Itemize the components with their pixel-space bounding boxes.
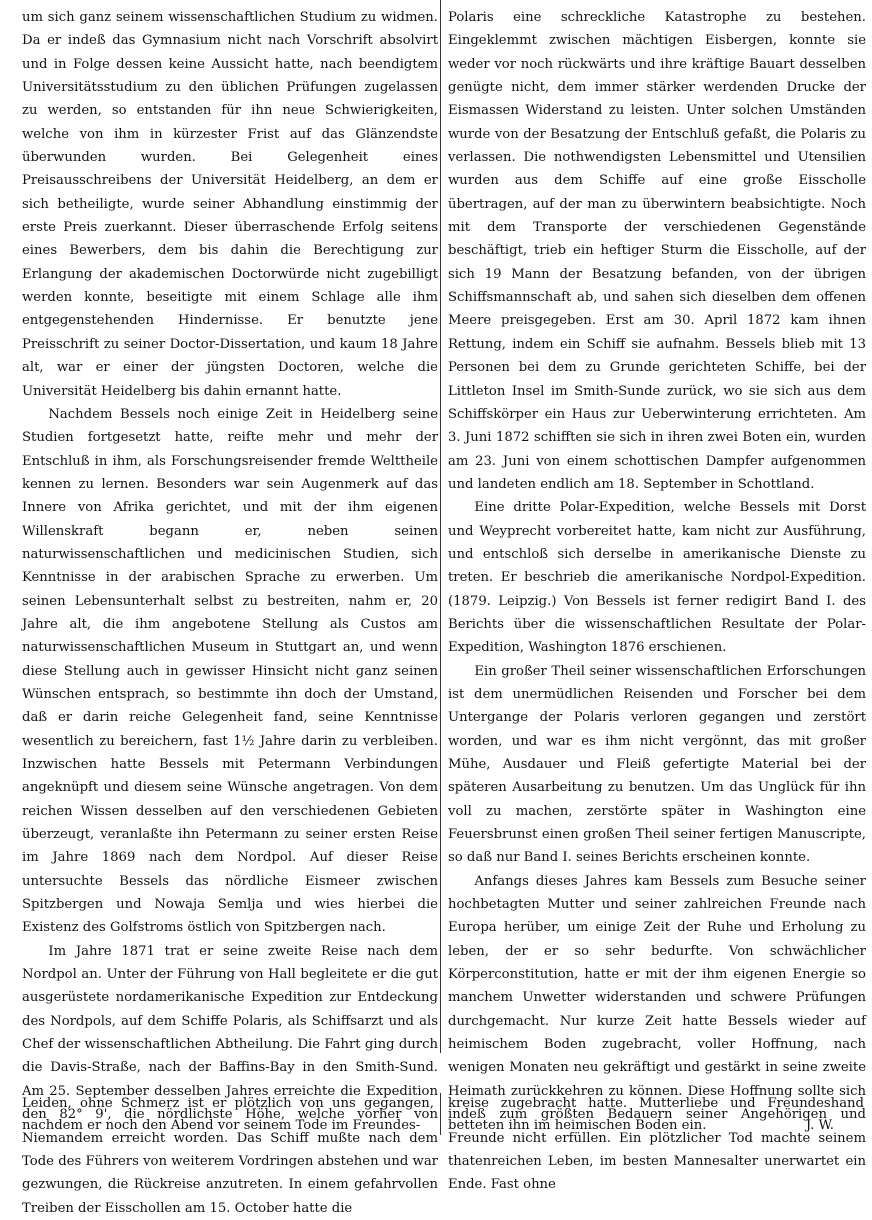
right-column: [448, 6, 866, 1197]
footer-left-text: Leiden, ohne Schmerz ist er plötzlich von uns gegangen, nachdem er noch den Abend vor seinem Tode im Freundes-: [22, 1096, 434, 1133]
left-column: [22, 6, 438, 1220]
paragraph: Nachdem Bessels noch einige Zeit in Heidelberg seine Studien fortgesetzt hatte, reifte mehr und mehr der Entschluß in ihm, als Forschungsreisender fremde Welttheile kennen zu lernen. Besonders war sein Augenmerk auf das Innere von Afrika gerichtet, und mit der ihm eigenen Willenskraft begann er, neben seinen naturwissenschaftlichen und medicinischen Studien, sich Kenntnisse in der arabischen Sprache zu erwerben. Um seinen Lebensunterhalt selbst zu bestreiten, nahm er, 20 Jahre alt, die ihm angebotene Stellung als Custos am naturwissenschaftlichen Museum in Stuttgart an, und wenn diese Stellung auch in gewisser Hinsicht nicht ganz seinen Wünschen entsprach, so bestimmte ihn doch der Umstand, daß er darin reiche Gelegenheit fand, seine Kenntnisse wesentlich zu bereichern, fast 1½ Jahre darin zu verbleiben. Inzwischen hatte Bessels mit Petermann Verbindungen angeknüpft und diesem seine Wünsche angetragen. Von dem reichen Wissen desselben auf den verschiedenen Gebieten überzeugt, veranlaßte ihn Petermann zu seiner ersten Reise im Jahre 1869 nach dem Nordpol. Auf dieser Reise untersuchte Bessels das nördliche Eismeer zwischen Spitzbergen und Nowaja Semlja und wies hierbei die Existenz des Golfstroms östlich von Spitzbergen nach.: [22, 406, 438, 936]
footer-right-block: [448, 1093, 864, 1137]
paragraph: Im Jahre 1871 trat er seine zweite Reise nach dem Nordpol an. Unter der Führung von Hall begleitete er die gut ausgerüstete nordamerikanische Expedition zur Entdeckung des Nordpols, auf dem Schiffe Polaris, als Schiffsarzt und als Chef der wissenschaftlichen Abtheilung. Die Fahrt ging durch die Davis-Straße, nach der Baffins-Bay in den Smith-Sund. Am 25. September desselben Jahres erreichte die Expedition den 82° 9', die nördlichste Höhe, welche vorher von Niemandem erreicht worden. Das Schiff mußte nach dem Tode des Führers von weiterem Vordringen abstehen und war gezwungen, die Rückreise anzutreten. In einem gefahrvollen Treiben der Eisschollen am 15. October hatte die: [22, 943, 438, 1216]
paragraph: Polaris eine schreckliche Katastrophe zu bestehen. Eingeklemmt zwischen mächtigen Eisbergen, konnte sie weder vor noch rückwärts und ihre kräftige Bauart desselben genügte nicht, dem immer stärker werdenden Drucke der Eismassen Widerstand zu leisten. Unter solchen Umständen wurde von der Besatzung der Entschluß gefaßt, die Polaris zu verlassen. Die nothwendigsten Lebensmittel und Utensilien wurden aus dem Schiffe auf eine große Eisscholle übertragen, auf der man zu überwintern beabsichtigte. Noch mit dem Transporte der verschiedenen Gegenstände beschäftigt, trieb ein heftiger Sturm die Eisscholle, auf der sich 19 Mann der Besatzung befanden, von der übrigen Schiffsmannschaft ab, und sahen sich dieselben dem offenen Meere preisgegeben. Erst am 30. April 1872 kam ihnen Rettung, indem ein Schiff sie aufnahm. Bessels blieb mit 13 Personen bei dem zu Grunde gerichteten Schiffe, bei der Littleton Insel im Smith-Sunde zurück, wo sie sich aus dem Schiffskörper ein Haus zur Ueberwinterung errichteten. Am 3. Juni 1872 schifften sie sich in ihren zwei Boten ein, wurden am 23. Juni von einem schottischen Dampfer aufgenommen und landeten endlich am 18. September in Schottland.: [448, 10, 866, 492]
footer-right-text: kreise zugebracht hatte. Mutterliebe und Freundeshand betteten ihn im heimischen Boden ein.: [448, 1096, 864, 1133]
footer-column-divider: [440, 1093, 441, 1135]
paragraph: Ein großer Theil seiner wissenschaftlichen Erforschungen ist dem unermüdlichen Reisenden und Forscher bei dem Untergange der Polaris verloren gegangen und zerstört worden, und war es ihm nicht vergönnt, das mit großer Mühe, Ausdauer und Fleiß gefertigte Material bei der späteren Ausarbeitung zu benutzen. Um das Unglück für ihn voll zu machen, zerstörte später in Washington eine Feuersbrunst einen großen Theil seiner fertigen Manuscripte, so daß nur Band I. seines Berichts erscheinen konnte.: [448, 663, 866, 866]
paragraph: Eine dritte Polar-Expedition, welche Bessels mit Dorst und Weyprecht vorbereitet hatte, kam nicht zur Ausführung, und entschloß sich derselbe in amerikanische Dienste zu treten. Er beschrieb die amerikanische Nordpol-Expedition. (1879. Leipzig.) Von Bessels ist ferner redigirt Band I. des Berichts über die wissenschaftlichen Resultate der Polar-Expedition, Washington 1876 erschienen.: [448, 500, 866, 656]
paragraph: um sich ganz seinem wissenschaftlichen Studium zu widmen. Da er indeß das Gymnasium nicht nach Vorschrift absolvirt und in Folge dessen keine Aussicht hatte, nach beendigtem Universitätsstudium zu den üblichen Prüfungen zugelassen zu werden, so entstanden für ihn neue Schwierigkeiten, welche von ihm in kürzester Frist auf das Glänzendste überwunden wurden. Bei Gelegenheit eines Preisausschreibens der Universität Heidelberg, an dem er sich betheiligte, wurde seiner Abhandlung einstimmig der erste Preis zuerkannt. Dieser überraschende Erfolg seitens eines Bewerbers, dem bis dahin die Berechtigung zur Erlangung der akademischen Doctorwürde nicht zugebilligt werden konnte, beseitigte mit einem Schlage alle ihm entgegenstehenden Hindernisse. Er benutzte jene Preisschrift zu seiner Doctor-Dissertation, und kaum 18 Jahre alt, war er einer der jüngsten Doctoren, welche die Universität Heidelberg bis dahin ernannt hatte.: [22, 10, 438, 399]
column-divider: [440, 0, 441, 1053]
paragraph: Anfangs dieses Jahres kam Bessels zum Besuche seiner hochbetagten Mutter und seiner zahlreichen Freunde nach Europa herüber, um einige Zeit der Ruhe und Erholung zu leben, der er so sehr bedurfte. Von schwächlicher Körperconstitution, hatte er mit der ihm eigenen Energie so manchem Unwetter widerstanden und schwere Prüfungen durchgemacht. Nur kurze Zeit hatte Bessels wieder auf heimischem Boden zugebracht, voller Hoffnung, nach wenigen Monaten neu gekräftigt und gestärkt in seine zweite Heimath zurückkehren zu können. Diese Hoffnung sollte sich indeß zum größten Bedauern seiner Angehörigen und Freunde nicht erfüllen. Ein plötzlicher Tod machte seinem thatenreichen Leben, im besten Mannesalter unerwartet ein Ende. Fast ohne: [448, 873, 866, 1193]
signature: J. W.: [805, 1118, 834, 1133]
